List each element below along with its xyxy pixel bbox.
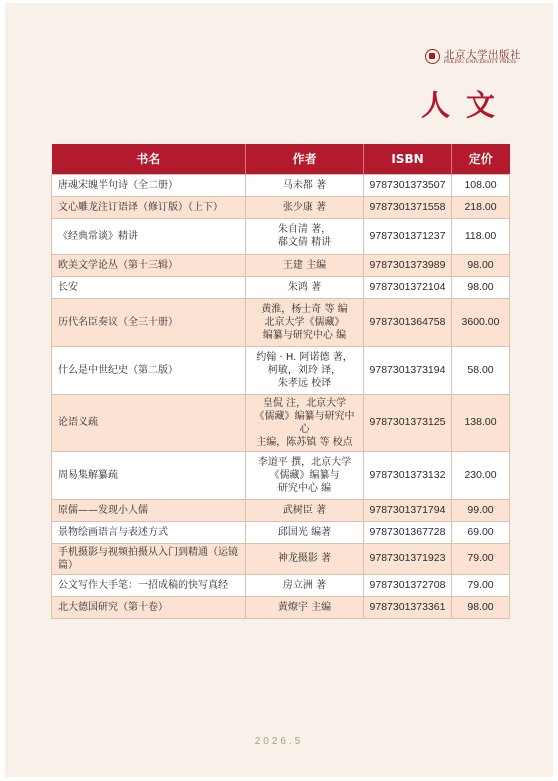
table-row — [52, 174, 510, 196]
book-title-cell: 手机摄影与视频拍摄从入门到精通（运镜篇） — [52, 543, 246, 574]
book-price-cell: 98.00 — [452, 596, 510, 618]
table-row — [52, 298, 510, 346]
book-price-cell: 98.00 — [452, 276, 510, 298]
table-header-row — [52, 144, 510, 174]
header-author: 作者 — [246, 144, 364, 174]
book-author-cell: 马未都 著 — [246, 174, 364, 196]
book-price-cell: 79.00 — [452, 543, 510, 574]
book-author-cell: 黄淮，杨士奇 等 编 北京大学《儒藏》 编纂与研究中心 编 — [246, 298, 364, 346]
book-isbn-cell: 9787301373125 — [364, 394, 452, 451]
book-author-cell: 朱自清 著， 郗文倩 精讲 — [246, 218, 364, 254]
book-title-cell: 唐魂宋魄半句诗（全二册） — [52, 174, 246, 196]
table-row — [52, 499, 510, 521]
book-price-cell: 108.00 — [452, 174, 510, 196]
header-title: 书名 — [52, 144, 246, 174]
table-row — [52, 196, 510, 218]
book-isbn-cell: 9787301371794 — [364, 499, 452, 521]
book-title-cell: 景物绘画语言与表述方式 — [52, 521, 246, 543]
book-author-cell: 张少康 著 — [246, 196, 364, 218]
book-price-cell: 98.00 — [452, 254, 510, 276]
book-isbn-cell: 9787301372708 — [364, 574, 452, 596]
publisher-name-cn: 北京大学出版社 — [444, 49, 521, 61]
book-isbn-cell: 9787301373989 — [364, 254, 452, 276]
book-price-cell: 79.00 — [452, 574, 510, 596]
header-isbn: ISBN — [364, 144, 452, 174]
header-price: 定价 — [452, 144, 510, 174]
book-list-table — [51, 144, 510, 619]
book-isbn-cell: 9787301371237 — [364, 218, 452, 254]
book-price-cell: 138.00 — [452, 394, 510, 451]
publisher-seal-icon — [425, 49, 440, 64]
book-title-cell: 什么是中世纪史（第二版） — [52, 346, 246, 394]
book-author-cell: 约翰 · H. 阿诺德 著， 柯敏，刘玲 译， 朱孝远 校译 — [246, 346, 364, 394]
book-isbn-cell: 9787301367728 — [364, 521, 452, 543]
book-author-cell: 王建 主编 — [246, 254, 364, 276]
table-row — [52, 521, 510, 543]
issue-date: 2026.5 — [254, 736, 304, 747]
table-row — [52, 346, 510, 394]
book-title-cell: 欧美文学论丛（第十三辑） — [52, 254, 246, 276]
book-title-cell: 公文写作大手笔：一招成稿的快写真经 — [52, 574, 246, 596]
book-title-cell: 原儒——发现小人儒 — [52, 499, 246, 521]
book-title-cell: 《经典常谈》精讲 — [52, 218, 246, 254]
book-isbn-cell: 9787301371558 — [364, 196, 452, 218]
book-price-cell: 58.00 — [452, 346, 510, 394]
publisher-name-en: PEKING UNIVERSITY PRESS — [444, 60, 517, 65]
book-title-cell: 论语义疏 — [52, 394, 246, 451]
book-isbn-cell: 9787301371923 — [364, 543, 452, 574]
book-price-cell: 99.00 — [452, 499, 510, 521]
book-isbn-cell: 9787301372104 — [364, 276, 452, 298]
book-isbn-cell: 9787301373132 — [364, 451, 452, 499]
book-isbn-cell: 9787301373507 — [364, 174, 452, 196]
book-author-cell: 武树臣 著 — [246, 499, 364, 521]
book-isbn-cell: 9787301373361 — [364, 596, 452, 618]
table-row — [52, 543, 510, 574]
table-row — [52, 276, 510, 298]
book-title-cell: 周易集解纂疏 — [52, 451, 246, 499]
section-title: 人文 — [421, 88, 512, 122]
book-title-cell: 文心雕龙注订语译（修订版）（上下） — [52, 196, 246, 218]
book-title-cell: 北大德国研究（第十卷） — [52, 596, 246, 618]
book-price-cell: 230.00 — [452, 451, 510, 499]
book-author-cell: 邱国光 编著 — [246, 521, 364, 543]
publisher-logo — [425, 47, 521, 69]
table-row — [52, 574, 510, 596]
book-isbn-cell: 9787301373194 — [364, 346, 452, 394]
book-author-cell: 朱鸿 著 — [246, 276, 364, 298]
book-price-cell: 3600.00 — [452, 298, 510, 346]
table-row — [52, 254, 510, 276]
table-row — [52, 451, 510, 499]
book-author-cell: 神龙摄影 著 — [246, 543, 364, 574]
book-price-cell: 118.00 — [452, 218, 510, 254]
table-row — [52, 218, 510, 254]
book-author-cell: 黄燎宇 主编 — [246, 596, 364, 618]
book-price-cell: 218.00 — [452, 196, 510, 218]
book-title-cell: 长安 — [52, 276, 246, 298]
table-row — [52, 394, 510, 451]
book-price-cell: 69.00 — [452, 521, 510, 543]
book-author-cell: 李道平 撰，北京大学 《儒藏》编纂与 研究中心 编 — [246, 451, 364, 499]
table-row — [52, 596, 510, 618]
book-title-cell: 历代名臣奏议（全三十册） — [52, 298, 246, 346]
book-isbn-cell: 9787301364758 — [364, 298, 452, 346]
book-author-cell: 房立洲 著 — [246, 574, 364, 596]
book-author-cell: 皇侃 注，北京大学 《儒藏》编纂与研究中心 主编，陈苏镇 等 校点 — [246, 394, 364, 451]
